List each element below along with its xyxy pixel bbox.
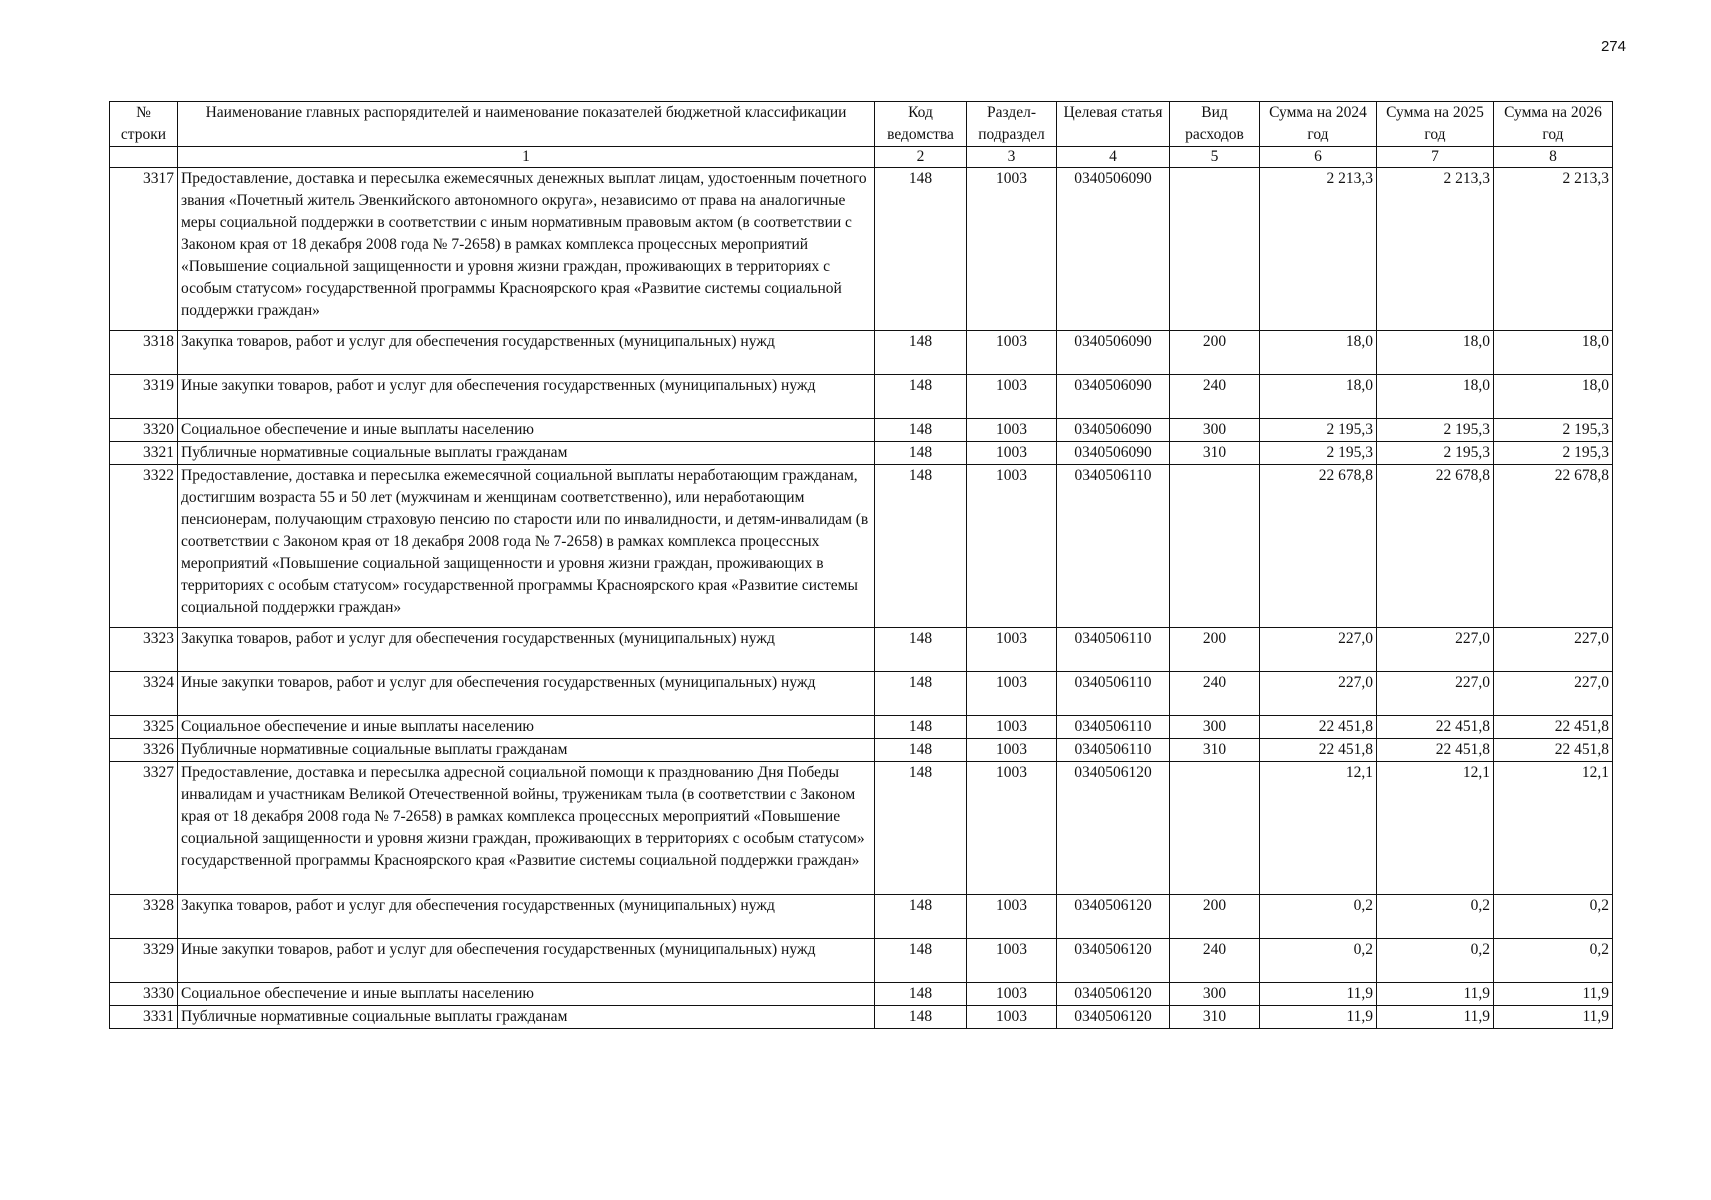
table-row: [110, 895, 1613, 939]
row-sum-2024: 2 213,3: [1260, 168, 1377, 331]
row-target-article: 0340506090: [1057, 375, 1170, 419]
header-section: Раздел-подраздел: [967, 102, 1057, 147]
row-number: 3322: [110, 465, 178, 628]
row-target-article: 0340506110: [1057, 672, 1170, 716]
table-row: [110, 628, 1613, 672]
row-department-code: 148: [875, 983, 967, 1006]
row-target-article: 0340506120: [1057, 762, 1170, 895]
row-sum-2026: 12,1: [1494, 762, 1613, 895]
row-name: Предоставление, доставка и пересылка адресной социальной помощи к празднованию Дня Победы инвалидам и участникам Великой Отечественной войны, труженикам тыла (в соответствии с Законом края от 18 декабря 2008 года № 7-2658) в рамках комплекса процессных мероприятий «Повышение социальной защищенности и уровня жизни граждан, проживающих в территориях с особым статусом» государственной программы Красноярского края «Развитие системы социальной поддержки граждан»: [178, 762, 875, 895]
row-expense-type: 200: [1170, 628, 1260, 672]
row-sum-2025: 2 195,3: [1377, 442, 1494, 465]
table-row: [110, 168, 1613, 331]
row-sum-2024: 0,2: [1260, 939, 1377, 983]
row-number: 3329: [110, 939, 178, 983]
row-number: 3327: [110, 762, 178, 895]
row-expense-type: 200: [1170, 895, 1260, 939]
row-expense-type: 200: [1170, 331, 1260, 375]
row-section: 1003: [967, 375, 1057, 419]
row-sum-2024: 18,0: [1260, 375, 1377, 419]
header-row: [110, 102, 1613, 147]
row-sum-2026: 0,2: [1494, 895, 1613, 939]
row-expense-type: 310: [1170, 442, 1260, 465]
row-section: 1003: [967, 419, 1057, 442]
row-section: 1003: [967, 983, 1057, 1006]
row-sum-2025: 0,2: [1377, 939, 1494, 983]
row-department-code: 148: [875, 628, 967, 672]
row-sum-2024: 18,0: [1260, 331, 1377, 375]
table-row: [110, 672, 1613, 716]
header-sum-2026: Сумма на 2026 год: [1494, 102, 1613, 147]
row-name: Закупка товаров, работ и услуг для обеспечения государственных (муниципальных) нужд: [178, 628, 875, 672]
row-sum-2024: 22 678,8: [1260, 465, 1377, 628]
row-sum-2024: 22 451,8: [1260, 716, 1377, 739]
row-section: 1003: [967, 442, 1057, 465]
column-number: 6: [1260, 147, 1377, 168]
row-section: 1003: [967, 628, 1057, 672]
budget-table: [109, 101, 1613, 1029]
row-name: Иные закупки товаров, работ и услуг для обеспечения государственных (муниципальных) нужд: [178, 375, 875, 419]
table-row: [110, 419, 1613, 442]
row-target-article: 0340506090: [1057, 442, 1170, 465]
row-sum-2026: 2 195,3: [1494, 442, 1613, 465]
row-target-article: 0340506120: [1057, 939, 1170, 983]
row-number: 3319: [110, 375, 178, 419]
row-sum-2024: 11,9: [1260, 1006, 1377, 1029]
row-sum-2025: 12,1: [1377, 762, 1494, 895]
row-department-code: 148: [875, 762, 967, 895]
table-row: [110, 1006, 1613, 1029]
header-sum-2025: Сумма на 2025 год: [1377, 102, 1494, 147]
header-department-code: Код ведомства: [875, 102, 967, 147]
row-sum-2026: 227,0: [1494, 672, 1613, 716]
row-sum-2024: 227,0: [1260, 672, 1377, 716]
column-number: 4: [1057, 147, 1170, 168]
row-name: Иные закупки товаров, работ и услуг для обеспечения государственных (муниципальных) нужд: [178, 672, 875, 716]
row-sum-2025: 11,9: [1377, 1006, 1494, 1029]
row-sum-2026: 227,0: [1494, 628, 1613, 672]
column-number: 5: [1170, 147, 1260, 168]
row-department-code: 148: [875, 739, 967, 762]
header-row-number: № строки: [110, 102, 178, 147]
row-name: Публичные нормативные социальные выплаты гражданам: [178, 442, 875, 465]
row-department-code: 148: [875, 331, 967, 375]
row-sum-2024: 2 195,3: [1260, 419, 1377, 442]
column-number: [110, 147, 178, 168]
column-number: 1: [178, 147, 875, 168]
table-row: [110, 465, 1613, 628]
row-sum-2025: 227,0: [1377, 672, 1494, 716]
row-sum-2025: 11,9: [1377, 983, 1494, 1006]
row-name: Предоставление, доставка и пересылка ежемесячных денежных выплат лицам, удостоенным почетного звания «Почетный житель Эвенкийского автономного округа», независимо от права на аналогичные меры социальной поддержки в соответствии с иным нормативным правовым актом (в соответствии с Законом края от 18 декабря 2008 года № 7-2658) в рамках комплекса процессных мероприятий «Повышение социальной защищенности и уровня жизни граждан, проживающих в территориях с особым статусом» государственной программы Красноярского края «Развитие системы социальной поддержки граждан»: [178, 168, 875, 331]
table-row: [110, 939, 1613, 983]
table-row: [110, 442, 1613, 465]
row-sum-2025: 22 678,8: [1377, 465, 1494, 628]
row-sum-2024: 22 451,8: [1260, 739, 1377, 762]
row-target-article: 0340506120: [1057, 1006, 1170, 1029]
header-sum-2024: Сумма на 2024 год: [1260, 102, 1377, 147]
row-department-code: 148: [875, 442, 967, 465]
row-target-article: 0340506110: [1057, 716, 1170, 739]
row-sum-2024: 11,9: [1260, 983, 1377, 1006]
table-row: [110, 739, 1613, 762]
row-number: 3323: [110, 628, 178, 672]
row-sum-2026: 18,0: [1494, 375, 1613, 419]
row-name: Социальное обеспечение и иные выплаты населению: [178, 419, 875, 442]
row-number: 3321: [110, 442, 178, 465]
row-sum-2026: 2 213,3: [1494, 168, 1613, 331]
row-expense-type: 310: [1170, 739, 1260, 762]
row-section: 1003: [967, 762, 1057, 895]
row-target-article: 0340506090: [1057, 419, 1170, 442]
row-sum-2026: 2 195,3: [1494, 419, 1613, 442]
row-section: 1003: [967, 168, 1057, 331]
row-sum-2025: 22 451,8: [1377, 716, 1494, 739]
row-number: 3325: [110, 716, 178, 739]
row-number: 3317: [110, 168, 178, 331]
header-expense-type: Вид расходов: [1170, 102, 1260, 147]
row-department-code: 148: [875, 939, 967, 983]
row-sum-2025: 18,0: [1377, 331, 1494, 375]
row-expense-type: 240: [1170, 375, 1260, 419]
table-body: [110, 168, 1613, 1029]
row-sum-2025: 18,0: [1377, 375, 1494, 419]
row-target-article: 0340506120: [1057, 983, 1170, 1006]
row-target-article: 0340506090: [1057, 331, 1170, 375]
row-name: Публичные нормативные социальные выплаты гражданам: [178, 1006, 875, 1029]
row-number: 3320: [110, 419, 178, 442]
row-section: 1003: [967, 672, 1057, 716]
row-sum-2025: 0,2: [1377, 895, 1494, 939]
row-sum-2026: 22 678,8: [1494, 465, 1613, 628]
row-name: Иные закупки товаров, работ и услуг для обеспечения государственных (муниципальных) нужд: [178, 939, 875, 983]
column-number: 3: [967, 147, 1057, 168]
row-number: 3330: [110, 983, 178, 1006]
row-sum-2024: 2 195,3: [1260, 442, 1377, 465]
row-sum-2024: 0,2: [1260, 895, 1377, 939]
row-department-code: 148: [875, 375, 967, 419]
table-row: [110, 331, 1613, 375]
column-numbers-row: [110, 147, 1613, 168]
row-section: 1003: [967, 939, 1057, 983]
table-row: [110, 762, 1613, 895]
row-section: 1003: [967, 739, 1057, 762]
row-target-article: 0340506110: [1057, 465, 1170, 628]
row-name: Социальное обеспечение и иные выплаты населению: [178, 983, 875, 1006]
row-sum-2025: 227,0: [1377, 628, 1494, 672]
row-sum-2025: 22 451,8: [1377, 739, 1494, 762]
row-sum-2026: 22 451,8: [1494, 716, 1613, 739]
table-row: [110, 375, 1613, 419]
row-name: Публичные нормативные социальные выплаты гражданам: [178, 739, 875, 762]
row-target-article: 0340506110: [1057, 739, 1170, 762]
row-number: 3326: [110, 739, 178, 762]
row-section: 1003: [967, 1006, 1057, 1029]
row-department-code: 148: [875, 465, 967, 628]
row-section: 1003: [967, 716, 1057, 739]
row-name: Закупка товаров, работ и услуг для обеспечения государственных (муниципальных) нужд: [178, 331, 875, 375]
table-row: [110, 716, 1613, 739]
row-department-code: 148: [875, 672, 967, 716]
row-target-article: 0340506090: [1057, 168, 1170, 331]
row-target-article: 0340506110: [1057, 628, 1170, 672]
row-expense-type: 300: [1170, 419, 1260, 442]
column-number: 2: [875, 147, 967, 168]
row-department-code: 148: [875, 168, 967, 331]
row-name: Закупка товаров, работ и услуг для обеспечения государственных (муниципальных) нужд: [178, 895, 875, 939]
row-name: Предоставление, доставка и пересылка ежемесячной социальной выплаты неработающим гражданам, достигшим возраста 55 и 50 лет (мужчинам и женщинам соответственно), или неработающим пенсионерам, получающим страховую пенсию по старости или по инвалидности, и детям-инвалидам (в соответствии с Законом края от 18 декабря 2008 года № 7-2658) в рамках комплекса процессных мероприятий «Повышение социальной защищенности и уровня жизни граждан, проживающих в территориях с особым статусом» государственной программы Красноярского края «Развитие системы социальной поддержки граждан»: [178, 465, 875, 628]
row-number: 3318: [110, 331, 178, 375]
row-number: 3328: [110, 895, 178, 939]
row-sum-2026: 0,2: [1494, 939, 1613, 983]
row-department-code: 148: [875, 716, 967, 739]
row-expense-type: 240: [1170, 672, 1260, 716]
row-sum-2024: 12,1: [1260, 762, 1377, 895]
row-section: 1003: [967, 331, 1057, 375]
row-sum-2026: 18,0: [1494, 331, 1613, 375]
row-expense-type: [1170, 762, 1260, 895]
row-department-code: 148: [875, 1006, 967, 1029]
row-department-code: 148: [875, 895, 967, 939]
row-expense-type: 300: [1170, 983, 1260, 1006]
row-sum-2026: 11,9: [1494, 1006, 1613, 1029]
row-sum-2025: 2 195,3: [1377, 419, 1494, 442]
row-number: 3331: [110, 1006, 178, 1029]
row-expense-type: [1170, 465, 1260, 628]
page-number: 274: [1600, 38, 1626, 55]
header-name: Наименование главных распорядителей и наименование показателей бюджетной классификации: [178, 102, 875, 147]
row-department-code: 148: [875, 419, 967, 442]
row-section: 1003: [967, 465, 1057, 628]
row-name: Социальное обеспечение и иные выплаты населению: [178, 716, 875, 739]
table-header: [110, 102, 1613, 168]
row-target-article: 0340506120: [1057, 895, 1170, 939]
row-expense-type: 300: [1170, 716, 1260, 739]
table-row: [110, 983, 1613, 1006]
column-number: 8: [1494, 147, 1613, 168]
row-expense-type: 310: [1170, 1006, 1260, 1029]
column-number: 7: [1377, 147, 1494, 168]
row-sum-2026: 11,9: [1494, 983, 1613, 1006]
header-target-article: Целевая статья: [1057, 102, 1170, 147]
row-expense-type: [1170, 168, 1260, 331]
row-sum-2025: 2 213,3: [1377, 168, 1494, 331]
row-sum-2026: 22 451,8: [1494, 739, 1613, 762]
row-number: 3324: [110, 672, 178, 716]
row-section: 1003: [967, 895, 1057, 939]
row-expense-type: 240: [1170, 939, 1260, 983]
row-sum-2024: 227,0: [1260, 628, 1377, 672]
